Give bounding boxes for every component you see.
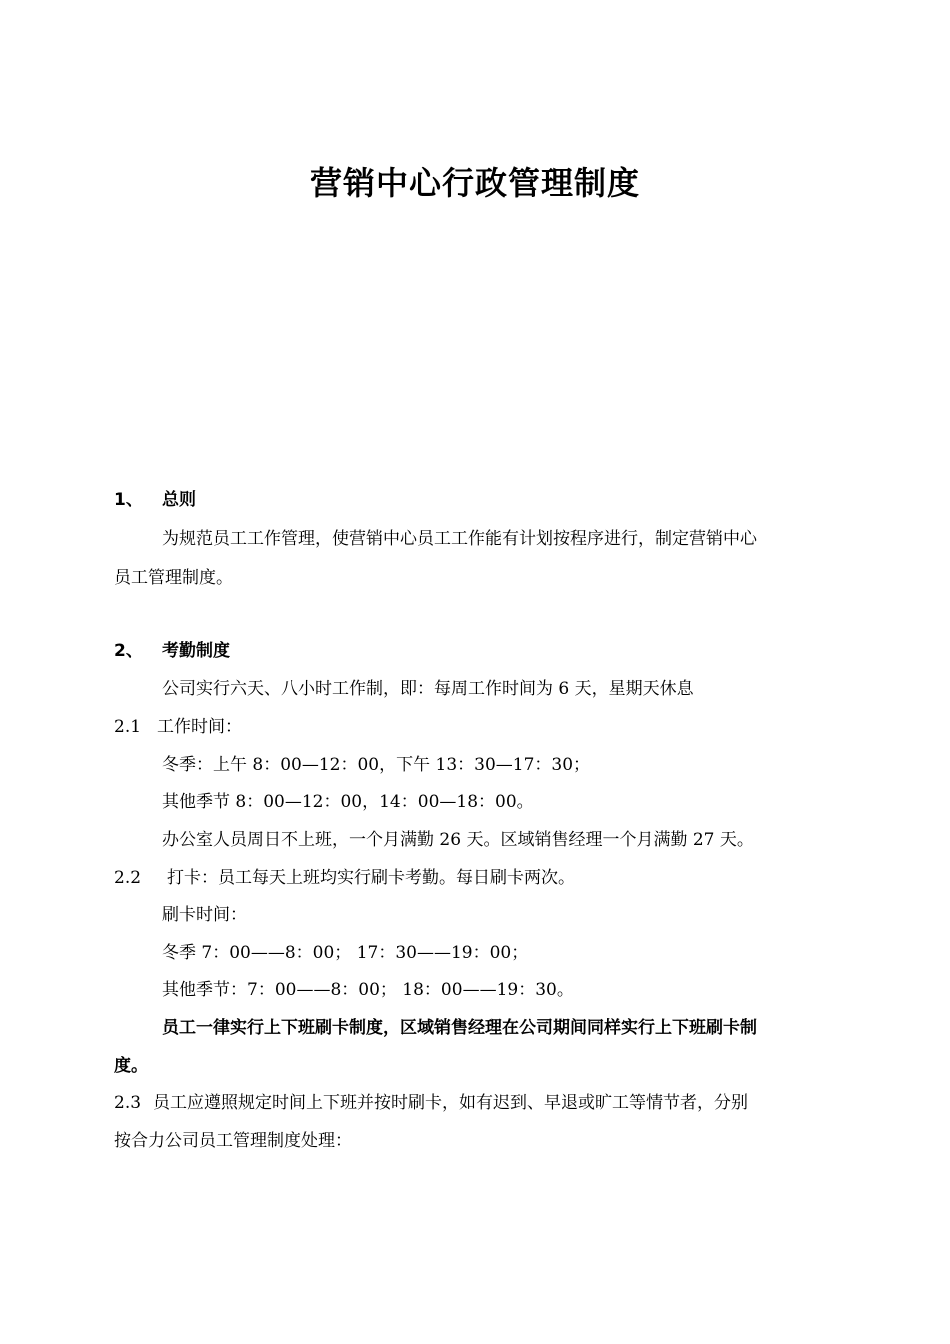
section-1-number: 1、 (114, 490, 143, 510)
winter-punch-time-line: 冬季 7：00——8：00； 17：30——19：00； (162, 943, 529, 963)
subsection-2-2-text: 打卡：员工每天上班均实行刷卡考勤。每日刷卡两次。 (167, 868, 575, 888)
section-2-intro: 公司实行六天、八小时工作制，即：每周工作时间为 6 天，星期天休息 (162, 679, 694, 699)
section-1-paragraph-line-1: 为规范员工工作管理，使营销中心员工工作能有计划按程序进行，制定营销中心 (162, 529, 757, 549)
section-2-number: 2、 (114, 641, 143, 661)
winter-hours-line: 冬季：上午 8：00—12：00，下午 13：30—17：30； (162, 755, 591, 775)
other-season-hours-line: 其他季节 8：00—12：00，14：00—18：00。 (162, 792, 534, 812)
punch-time-label: 刷卡时间： (162, 905, 247, 925)
subsection-2-1-label: 工作时间： (157, 717, 242, 737)
subsection-2-3-line-2: 按合力公司员工管理制度处理： (114, 1131, 352, 1151)
punch-rule-bold-line-2: 度。 (114, 1056, 148, 1076)
subsection-2-2-number: 2.2 (114, 868, 142, 888)
document-title: 营销中心行政管理制度 (309, 164, 640, 202)
attendance-days-line: 办公室人员周日不上班，一个月满勤 26 天。区域销售经理一个月满勤 27 天。 (162, 830, 754, 850)
section-1-paragraph-line-2: 员工管理制度。 (114, 568, 233, 588)
section-1-heading: 总则 (162, 490, 196, 510)
section-2-heading: 考勤制度 (162, 641, 230, 661)
punch-rule-bold-line-1: 员工一律实行上下班刷卡制度，区域销售经理在公司期间同样实行上下班刷卡制 (162, 1018, 757, 1038)
subsection-2-1-number: 2.1 (114, 717, 142, 737)
subsection-2-3-line-1: 员工应遵照规定时间上下班并按时刷卡，如有迟到、早退或旷工等情节者，分别 (153, 1093, 748, 1113)
subsection-2-3-number: 2.3 (114, 1093, 142, 1113)
other-season-punch-time-line: 其他季节：7：00——8：00； 18：00——19：30。 (162, 980, 574, 1000)
